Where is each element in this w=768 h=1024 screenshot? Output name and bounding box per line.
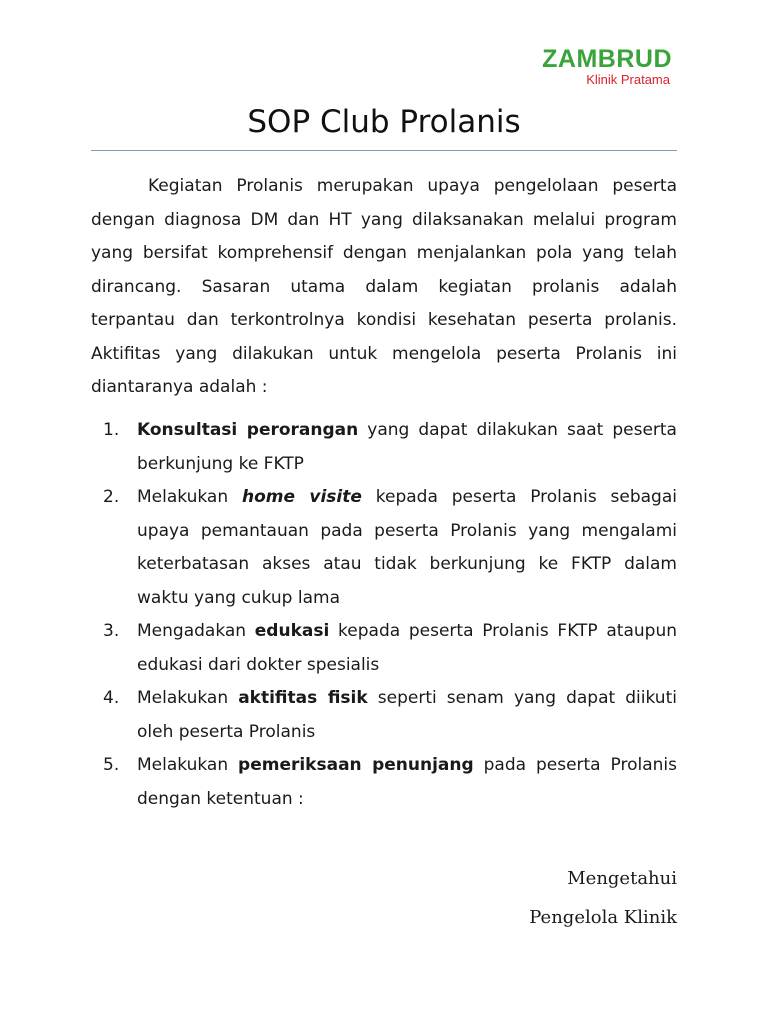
list-number: 1.	[103, 420, 120, 440]
item-text-after: seperti senam yang dapat diikuti oleh peserta Prolanis	[137, 688, 677, 742]
activity-list	[91, 414, 677, 816]
item-text-after: yang dapat dilakukan saat peserta berkunjung ke FKTP	[137, 420, 677, 474]
logo-name: ZAMBRUD	[542, 45, 672, 73]
list-item	[91, 615, 677, 682]
item-text-before: Melakukan	[137, 755, 239, 775]
item-text-before: Melakukan	[137, 688, 239, 708]
document-title: SOP Club Prolanis	[247, 104, 521, 140]
logo-subtitle: Klinik Pratama	[586, 72, 670, 87]
item-text-before: Mengadakan	[137, 621, 255, 641]
list-item	[91, 682, 677, 749]
list-item	[91, 414, 677, 481]
title-divider	[91, 150, 677, 151]
item-highlight: home visite	[241, 487, 362, 507]
item-highlight: aktifitas fisik	[238, 688, 368, 708]
signature-acknowledged: Mengetahui	[567, 868, 677, 889]
list-number: 4.	[103, 688, 120, 708]
list-number: 2.	[103, 487, 120, 507]
item-highlight: edukasi	[254, 621, 330, 641]
item-text-after: kepada peserta Prolanis FKTP ataupun edukasi dari dokter spesialis	[137, 621, 677, 675]
intro-paragraph: Kegiatan Prolanis merupakan upaya pengelolaan peserta dengan diagnosa DM dan HT yang dilaksanakan melalui program yang bersifat komprehensif dengan menjalankan pola yang telah dirancang. Sasaran utama dalam kegiatan prolanis adalah terpantau dan terkontrolnya kondisi kesehatan peserta prolanis. Aktifitas yang dilakukan untuk mengelola peserta Prolanis ini diantaranya adalah :	[91, 176, 677, 397]
item-text-before: Melakukan	[137, 487, 242, 507]
list-item	[91, 749, 677, 816]
item-highlight: pemeriksaan penunjang	[238, 755, 474, 775]
item-text-after: kepada peserta Prolanis sebagai upaya pemantauan pada peserta Prolanis yang mengalami keterbatasan akses atau tidak berkunjung ke FKTP dalam waktu yang cukup lama	[137, 487, 677, 608]
list-number: 5.	[103, 755, 120, 775]
signature-role: Pengelola Klinik	[529, 907, 677, 928]
clinic-logo	[542, 46, 672, 87]
list-item	[91, 481, 677, 615]
item-text-after: pada peserta Prolanis dengan ketentuan :	[137, 755, 677, 809]
item-highlight: Konsultasi perorangan	[137, 420, 359, 440]
list-number: 3.	[103, 621, 120, 641]
